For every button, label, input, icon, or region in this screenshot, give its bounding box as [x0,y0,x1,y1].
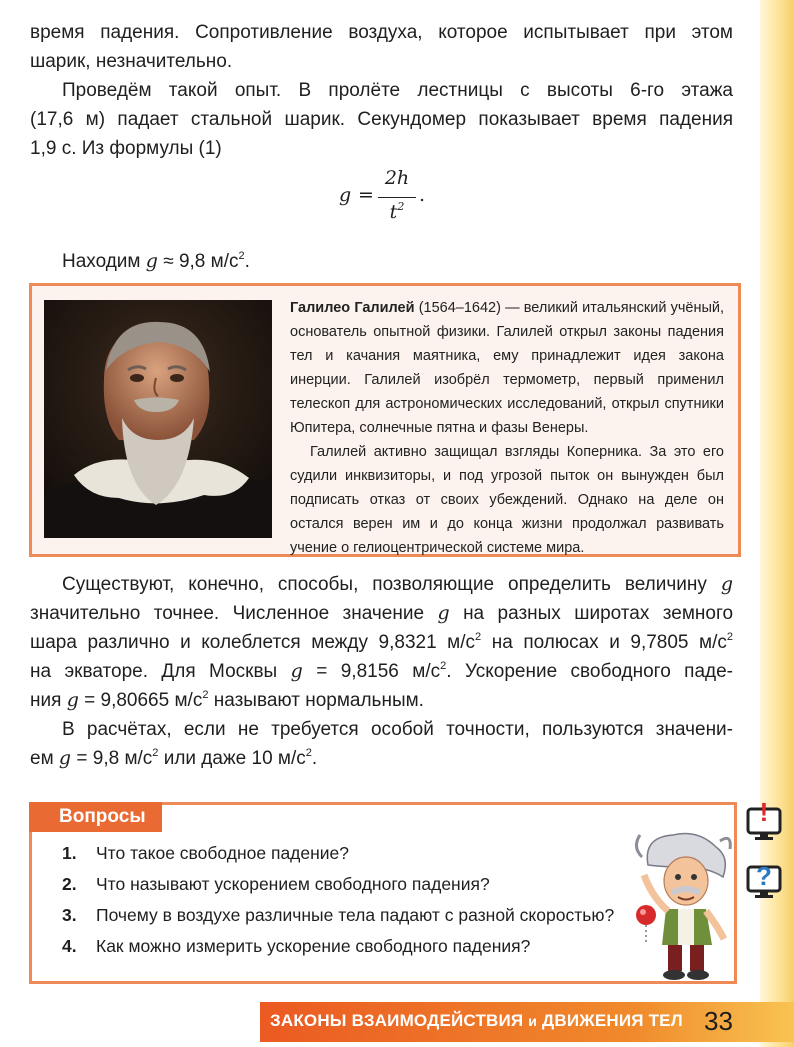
text-span: значительно точнее. Численное значение [30,603,425,624]
chapter-title [270,1011,683,1031]
text-span: = 9,8156 м/с [316,661,441,682]
text-span: Существуют, конечно, способы, позволяющие определить величину [62,574,707,595]
text-line: время падения. Сопротивление воздуха, которое испытывает при этом [30,22,733,43]
power: 2 [305,746,312,759]
formula-denominator [378,201,416,223]
bio-text [290,296,724,560]
question-text: Почему в воздухе различные тела падают с разной скоростью? [96,905,615,925]
question-monitor-icon [746,855,782,899]
question-number: 3. [62,905,77,925]
page-number: 33 [704,1006,733,1036]
question-text: Как можно измерить ускорение свободного падения? [96,936,531,956]
power: 2 [726,630,734,643]
scientist-mascot-icon [628,827,738,982]
power: 2 [152,746,159,759]
formula-equals: = [358,184,374,206]
question-text: Что такое свободное падение? [96,843,350,863]
text-line: В расчётах, если не требуется особой точности, пользуются значени- [62,719,733,740]
power: 2 [475,630,482,643]
math-var: g [66,689,79,711]
result-suffix: . [244,251,250,272]
text-line [30,744,317,773]
text-line [30,657,733,686]
power: 2 [440,659,447,672]
text-line [30,628,733,657]
result-line [62,247,250,276]
text-line [62,570,733,599]
question-number: 2. [62,874,77,894]
result-prefix: Находим [62,251,141,272]
formula-numerator: 2h [384,167,410,189]
text-line: Проведём такой опыт. В пролёте лестницы с высоты 6-го этажа [62,80,733,101]
text-span: = 9,8 м/с [76,748,153,769]
text-span: ния [30,690,62,711]
text-span: шара различно и колеблется между 9,8321 м/с [30,632,476,653]
text-span: на экваторе. Для Москвы [30,661,278,682]
chapter-footer [260,1002,794,1042]
text-line [30,686,424,715]
result-value: ≈ 9,8 м/с [163,251,239,272]
question-glyph: ? [756,861,772,891]
text-span: = 9,80665 м/с [84,690,203,711]
result-var: g [145,250,158,272]
text-line: шарик, незначительно. [30,51,233,72]
math-var: g [437,602,450,624]
denominator-power: 2 [397,199,405,213]
questions-box [29,802,737,984]
galileo-bio-box [29,283,741,557]
text-span: называют нормальным. [213,690,424,711]
chapter-title-part: ЗАКОНЫ ВЗАИМОДЕЙСТВИЯ [270,1011,524,1030]
question-item [62,903,614,927]
galileo-portrait [44,300,272,538]
question-text: Что называют ускорением свободного падения? [96,874,490,894]
text-span: ем [30,748,54,769]
text-span: . [311,748,318,769]
text-span: на полюсах и 9,7805 м/с [491,632,727,653]
exclamation-glyph: ! [759,797,769,827]
formula-lhs: g [339,184,352,206]
bio-paragraph-1: (1564–1642) — великий итальянский учёный, основатель опытной физики. Галилей открыл законы падения тел и качания маятника, ему принадлежит идея закона инерции. Галилей изобрёл термометр, первый применил телескоп для астрономических исследований, открыл спутники Юпитера, солнечные пятна и фазы Венеры. [290,300,724,436]
bio-paragraph-2: Галилей активно защищал взгляды Коперника. За это его судили инквизиторы, и под угрозой пыток он вынужден был подписать отказ от своих убеждений. Однако на деле он остался верен им и до конца жизни продолжал развивать учение о гелиоцентрической системе мира. [290,444,724,556]
question-number: 4. [62,936,77,956]
math-var: g [720,573,734,595]
text-span: . Ускорение свободного паде- [446,661,734,682]
questions-title: Вопросы [29,802,162,832]
chapter-title-part: ДВИЖЕНИЯ ТЕЛ [542,1011,683,1030]
text-span: или даже 10 м/с [163,748,306,769]
power: 2 [202,688,209,701]
bio-name: Галилео Галилей [290,300,415,316]
fraction-bar [378,197,416,198]
text-span: на разных широтах земного [463,603,734,624]
free-fall-formula [335,165,445,229]
chapter-title-part: и [528,1013,538,1029]
text-line: (17,6 м) падает стальной шарик. Секундомер показывает время падения [30,109,733,130]
question-item [62,872,490,896]
exclamation-monitor-icon [746,797,782,841]
question-item [62,934,530,958]
question-number: 1. [62,843,77,863]
text-line [30,599,733,628]
formula-dot: . [419,184,426,206]
portrait-illustration [44,300,272,538]
denominator-var: t [389,201,398,223]
result-power: 2 [238,249,245,262]
math-var: g [290,660,303,682]
math-var: g [58,747,72,769]
question-item [62,841,349,865]
text-line: 1,9 с. Из формулы (1) [30,138,222,159]
